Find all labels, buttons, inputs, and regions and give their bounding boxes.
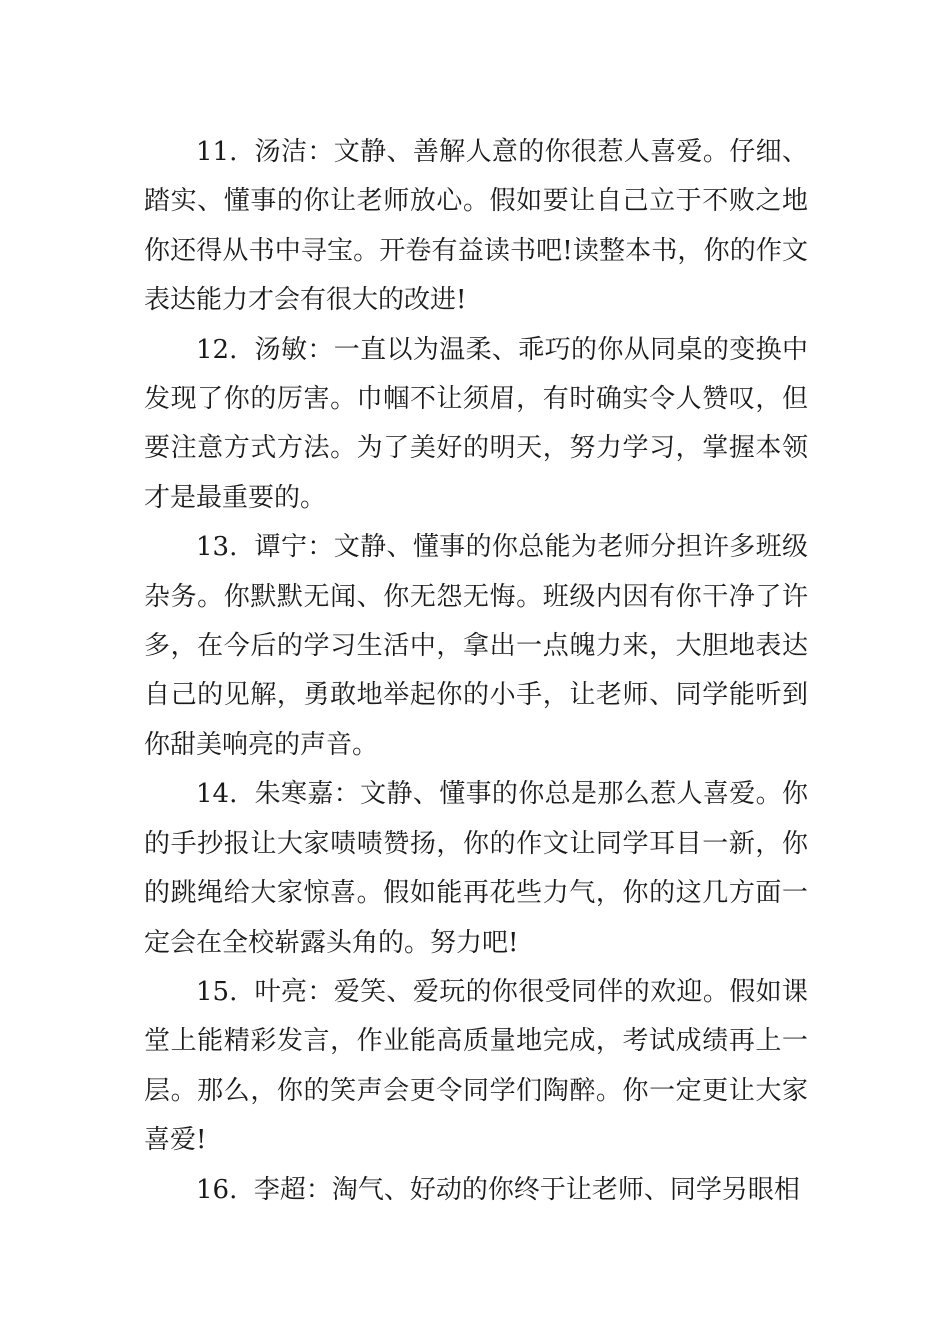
comment-paragraph-14 [144, 770, 808, 968]
comment-paragraph-13 [144, 523, 808, 770]
paragraph-number: 16. [196, 1174, 238, 1205]
paragraph-text: 朱寒嘉：文静、懂事的你总是那么惹人喜爱。你的手抄报让大家啧啧赞扬，你的作文让同学耳目一新，你的跳绳给大家惊喜。假如能再花些力气，你的这几方面一定会在全校崭露头角的。努力吧! [144, 779, 808, 958]
comment-paragraph-15 [144, 968, 808, 1166]
paragraph-text: 汤洁：文静、善解人意的你很惹人喜爱。仔细、踏实、懂事的你让老师放心。假如要让自己立于不败之地你还得从书中寻宝。开卷有益读书吧!读整本书，你的作文表达能力才会有很大的改进! [144, 137, 808, 316]
paragraph-number: 13. [196, 532, 238, 563]
paragraph-text: 李超：淘气、好动的你终于让老师、同学另眼相 [253, 1174, 800, 1205]
comment-paragraph-16 [144, 1166, 808, 1215]
paragraph-text: 叶亮：爱笑、爱玩的你很受同伴的欢迎。假如课堂上能精彩发言，作业能高质量地完成，考试成绩再上一层。那么，你的笑声会更令同学们陶醉。你一定更让大家喜爱! [144, 976, 808, 1156]
comment-paragraph-12 [144, 326, 808, 524]
paragraph-text: 谭宁：文静、懂事的你总能为老师分担许多班级杂务。你默默无闻、你无怨无悔。班级内因有你干净了许多，在今后的学习生活中，拿出一点魄力来，大胆地表达自己的见解，勇敢地举起你的小手，让老师、同学能听到你甜美响亮的声音。 [144, 532, 808, 760]
comment-paragraph-11 [144, 128, 808, 326]
paragraph-number: 15. [196, 976, 238, 1007]
document-page [144, 128, 808, 1215]
paragraph-number: 14. [196, 779, 238, 810]
paragraph-number: 12. [196, 334, 238, 365]
paragraph-number: 11. [196, 137, 238, 167]
paragraph-text: 汤敏：一直以为温柔、乖巧的你从同桌的变换中发现了你的厉害。巾帼不让须眉，有时确实令人赞叹，但要注意方式方法。为了美好的明天，努力学习，掌握本领才是最重要的。 [144, 334, 808, 513]
